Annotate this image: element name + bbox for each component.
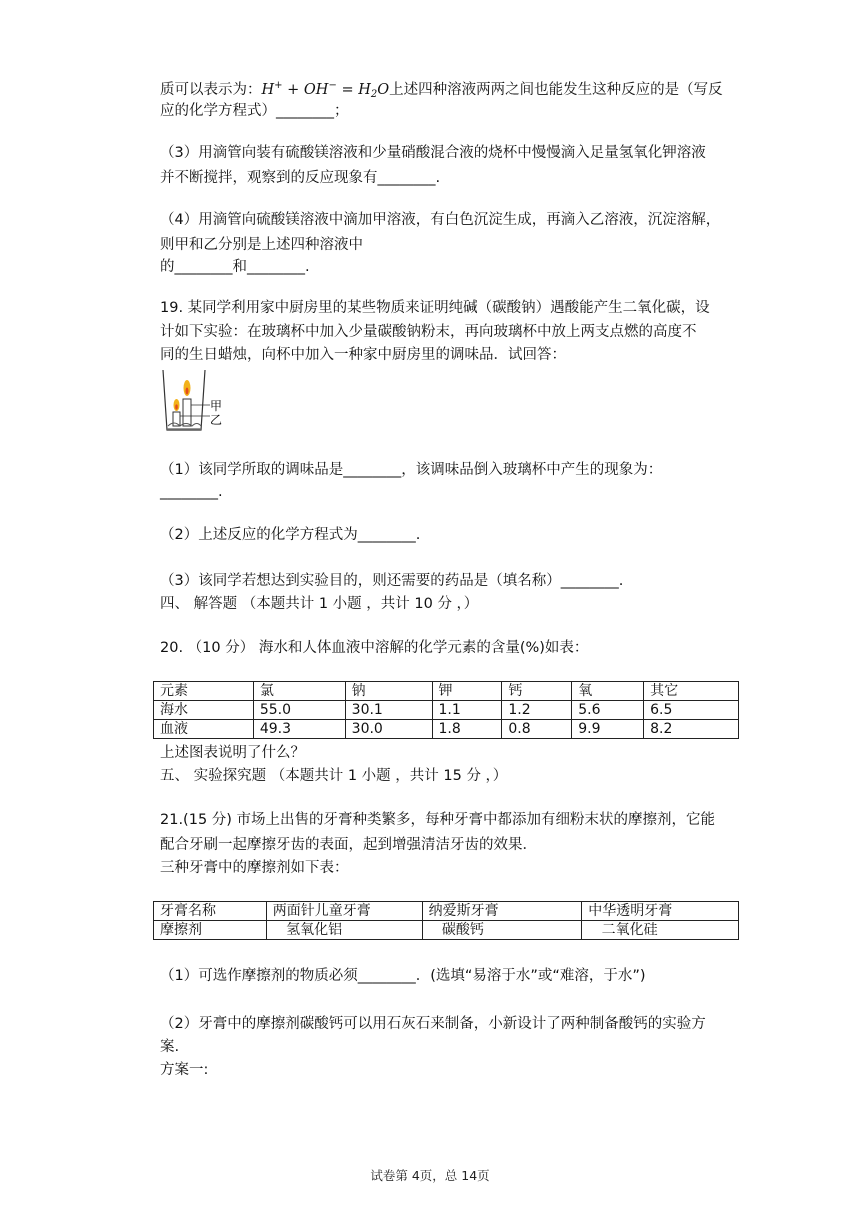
table-cell: 血液	[154, 720, 254, 739]
tall-candle	[183, 399, 191, 426]
page-footer: 试卷第 4页，总 14页	[370, 1168, 490, 1183]
eq-oh: OH	[303, 82, 329, 98]
label-jia: 甲	[210, 399, 223, 413]
table-cell: 8.2	[644, 720, 739, 739]
text-line: 则甲和乙分别是上述四种溶液中	[160, 237, 363, 253]
text-line: 同的生日蜡烛，向杯中加入一种家中厨房里的调味品．试回答：	[160, 347, 566, 363]
table-cell: 49.3	[253, 720, 345, 739]
text-line: 应的化学方程式）________；	[160, 103, 349, 119]
question-20: 20. （10 分） 海水和人体血液中溶解的化学元素的含量(%)如表：	[160, 640, 589, 656]
table-cell: 30.1	[345, 701, 432, 720]
eq-equals: =	[336, 82, 359, 98]
eq-plus: +	[282, 82, 304, 98]
text-line: （2）上述反应的化学方程式为________.	[160, 527, 421, 543]
text-line: 并不断搅拌，观察到的反应现象有________.	[160, 170, 441, 186]
section-heading-5: 五、 实验探究题 （本题共计 1 小题 ，共计 15 分 ，）	[160, 768, 508, 784]
table-cell: 钾	[432, 682, 502, 701]
text-line: 上述图表说明了什么？	[160, 745, 305, 761]
label-yi: 乙	[210, 413, 223, 427]
text-line: 计如下实验：在玻璃杯中加入少量碳酸钠粉末，再向玻璃杯中放上两支点燃的高度不	[160, 324, 697, 340]
table-cell: 1.8	[432, 720, 502, 739]
eq-oh-charge: −	[328, 80, 337, 91]
eq-h2: H	[358, 82, 371, 98]
eq-o: O	[377, 82, 390, 98]
question-19: 19. 某同学利用家中厨房里的某些物质来证明纯碱（碳酸钠）遇酸能产生二氧化碳，设	[160, 300, 710, 316]
table-cell: 摩擦剂	[154, 921, 267, 940]
table-row	[154, 902, 739, 921]
eq-h2-sub: 2	[370, 89, 378, 100]
table-cell: 钠	[345, 682, 432, 701]
table-row	[154, 720, 739, 739]
table-cell: 1.2	[502, 701, 572, 720]
table-cell: 30.0	[345, 720, 432, 739]
table-cell: 0.8	[502, 720, 572, 739]
eq-h: H	[261, 82, 275, 98]
question-21: 21.(15 分) 市场上出售的牙膏种类繁多，每种牙膏中都添加有细粉末状的摩擦剂，它能	[160, 812, 716, 828]
text-line: ________.	[160, 484, 223, 500]
table-cell: 海水	[154, 701, 254, 720]
table-cell: 中华透明牙膏	[582, 902, 739, 921]
table-cell: 6.5	[644, 701, 739, 720]
table-cell: 牙膏名称	[154, 902, 267, 921]
toothpaste-abrasive-table	[153, 901, 739, 940]
text-line: （3）用滴管向装有硫酸镁溶液和少量硝酸混合液的烧杯中慢慢滴入足量氢氧化钾溶液	[160, 145, 706, 161]
text-line: （2）牙膏中的摩擦剂碳酸钙可以用石灰石来制备，小新设计了两种制备酸钙的实验方	[160, 1016, 706, 1032]
table-cell: 纳爱斯牙膏	[422, 902, 582, 921]
table-cell: 1.1	[432, 701, 502, 720]
table-cell: 钙	[502, 682, 572, 701]
text-line: 配合牙刷一起摩擦牙齿的表面，起到增强清洁牙齿的效果．	[160, 837, 537, 853]
table-row	[154, 921, 739, 940]
ionic-equation	[262, 82, 390, 98]
text-line: （1）该同学所取的调味品是________，该调味品倒入玻璃杯中产生的现象为：	[160, 462, 663, 478]
text-line: 案.	[160, 1039, 180, 1055]
text-fragment: 质可以表示为：	[160, 82, 262, 98]
text-line: （4）用滴管向硫酸镁溶液中滴加甲溶液，有白色沉淀生成，再滴入乙溶液，沉淀溶解，	[160, 212, 721, 228]
table-row	[154, 682, 739, 701]
table-cell: 5.6	[572, 701, 644, 720]
table-cell: 氢氧化铝	[266, 921, 422, 940]
table-cell: 其它	[644, 682, 739, 701]
table-cell: 9.9	[572, 720, 644, 739]
table-row	[154, 701, 739, 720]
table-cell: 两面针儿童牙膏	[266, 902, 422, 921]
text-line: （1）可选作摩擦剂的物质必须________．(选填“易溶于水”或“难溶，于水”)	[160, 968, 646, 984]
glass-candle-diagram	[160, 368, 230, 434]
element-content-table	[153, 681, 739, 739]
text-line: 方案一:	[160, 1062, 209, 1078]
table-cell: 55.0	[253, 701, 345, 720]
text-line: 三种牙膏中的摩擦剂如下表：	[160, 860, 349, 876]
table-cell: 二氧化硅	[582, 921, 739, 940]
eq-h-charge: +	[274, 80, 283, 91]
text-line: 的________和________.	[160, 259, 310, 275]
table-cell: 氧	[572, 682, 644, 701]
section-heading-4: 四、 解答题 （本题共计 1 小题 ，共计 10 分 ，）	[160, 596, 479, 612]
text-fragment: 上述四种溶液两两之间也能发生这种反应的是（写反	[389, 82, 723, 98]
text-line: （3）该同学若想达到实验目的，则还需要的药品是（填名称）________.	[160, 573, 624, 589]
table-cell: 元素	[154, 682, 254, 701]
table-cell: 碳酸钙	[422, 921, 582, 940]
table-cell: 氯	[253, 682, 345, 701]
